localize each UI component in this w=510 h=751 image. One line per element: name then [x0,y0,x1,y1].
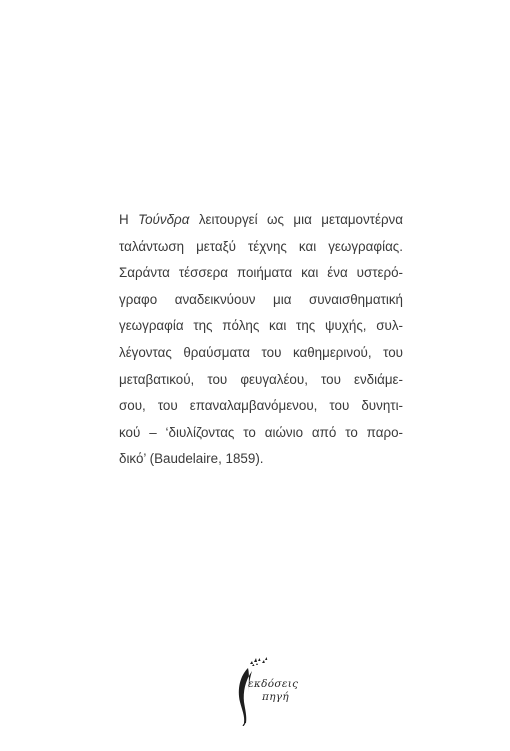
blurb-line-6: λέγοντας θραύσματα του καθημερινού, του [119,344,403,360]
blurb-line-3: Σαράντα τέσσερα ποιήματα και ένα υστερό- [119,265,403,281]
blurb-line-2: ταλάντωση μεταξύ τέχνης και γεωγραφίας. [119,238,403,254]
back-cover-blurb [119,207,403,473]
blurb-line-1 [119,207,403,234]
blurb-line-7: μεταβατικού, του φευγαλέου, του ενδιάμε- [119,371,403,387]
publisher-logo [228,656,308,726]
blurb-line-1-start: Η [119,212,139,227]
blurb-line-10: δικό’ (Baudelaire, 1859). [119,451,264,467]
blurb-line-1-end: λειτουργεί ως μια μεταμοντέρνα [189,212,403,227]
book-title-italic: Τούνδρα [138,212,190,227]
publisher-name-line1: εκδόσεις [248,678,299,690]
blurb-line-5: γεωγραφία της πόλης και της ψυχής, συλ- [119,318,403,334]
blurb-line-8: σου, του επαναλαμβανόμενου, του δυνητι- [119,398,403,414]
publisher-name-line2: πηγή [262,691,289,703]
blurb-line-9: κού – ‘διυλίζοντας το αιώνιο από το παρο- [119,424,403,440]
blurb-line-4: γραφο αναδεικνύουν μια συναισθηματική [119,291,403,307]
